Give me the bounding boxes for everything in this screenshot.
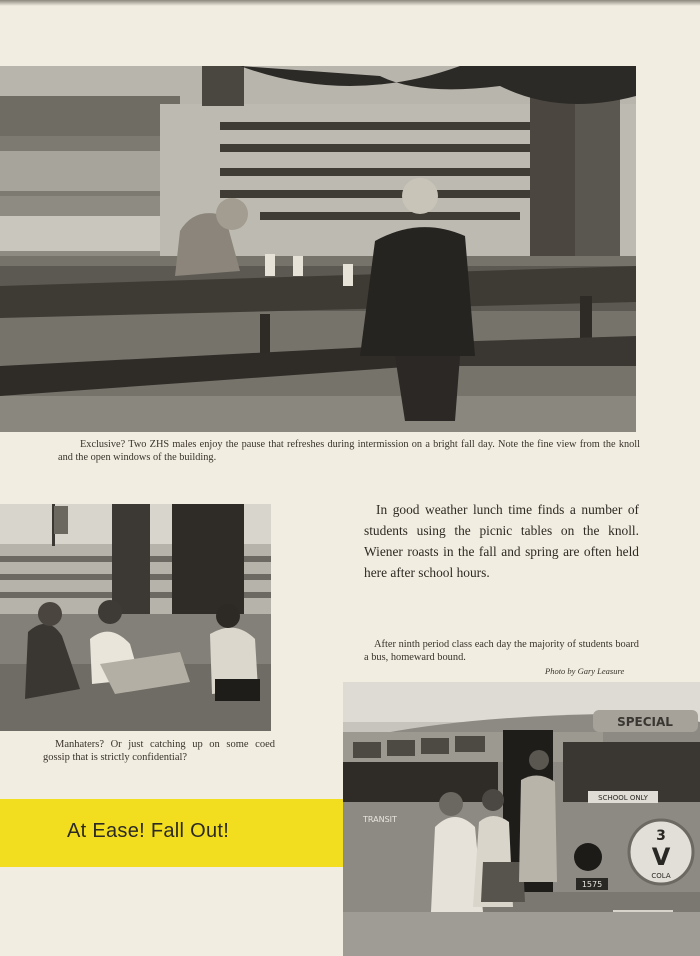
page-headline: At Ease! Fall Out!	[67, 820, 230, 842]
caption-left: Manhaters? Or just catching up on some coed gossip that is strictly confidential?	[43, 739, 275, 763]
badge-word: COLA	[651, 872, 671, 880]
photo-picnic-table	[0, 66, 636, 432]
door-sign-text: SCHOOL ONLY	[598, 794, 648, 802]
bus-side-text: TRANSIT	[363, 815, 397, 824]
caption-bus: After ninth period class each day the majority of students board a bus, homeward bound.	[364, 639, 639, 663]
photo-credit: Photo by Gary Leasure	[545, 666, 625, 676]
photo-girls-on-grass	[0, 504, 271, 731]
plate-text: 1575	[581, 880, 603, 889]
paragraph-lunch: In good weather lunch time finds a number of students using the picnic tables on the knoll. Wiener roasts in the fall and spring are often held here after school hours.	[364, 502, 639, 580]
bus-sign-text: SPECIAL	[617, 715, 673, 729]
photo-students-boarding-bus	[343, 682, 700, 956]
page-edge-shadow	[0, 0, 700, 6]
caption-top: Exclusive? Two ZHS males enjoy the pause that refreshes during intermission on a bright fall day. Note the fine view from the knoll and the open windows of the building.	[58, 439, 640, 463]
badge-letter: V	[651, 843, 671, 871]
badge-number: 3	[656, 828, 666, 844]
